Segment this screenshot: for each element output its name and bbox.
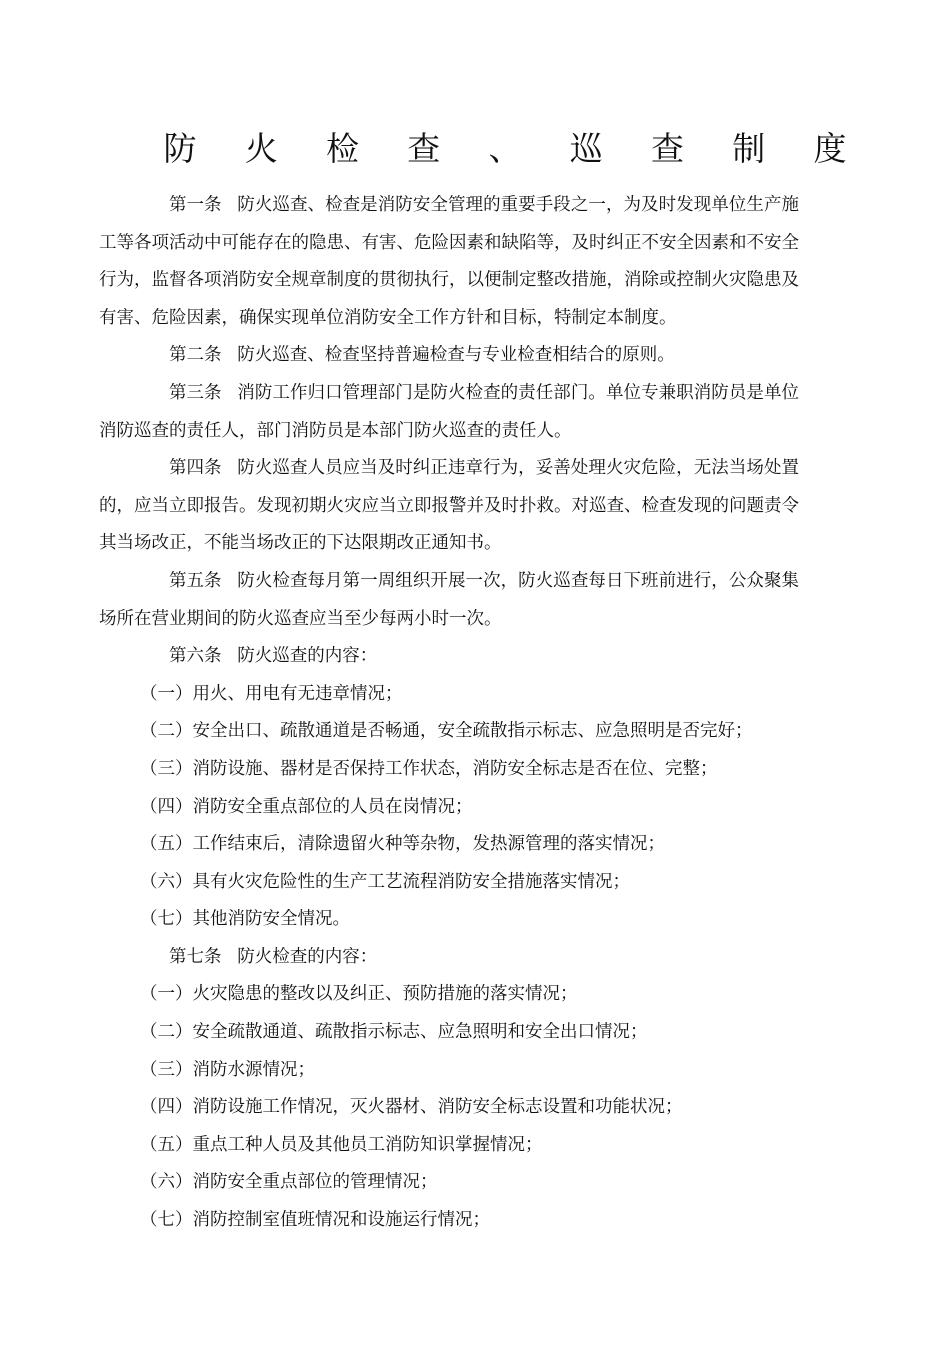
title-char: 火 [244, 129, 278, 168]
list-item: （七）其他消防安全情况。 [140, 909, 350, 930]
title-char: 查 [407, 129, 441, 168]
document-body [99, 187, 799, 1240]
article-text: 防火巡查、检查是消防安全管理的重要手段之一，为及时发现单位生产施工等各项活动中可能存在的隐患、有害、危险因素和缺陷等，及时纠正不安全因素和不安全行为，监督各项消防安全规章制度的贯彻执行，以便制定整改措施，消除或控制火灾隐患及有害、危险因素，确保实现单位消防安全工作方针和目标，特制定本制度。 [99, 195, 799, 328]
article-text: 防火检查的内容： [237, 946, 378, 967]
article-text: 防火巡查人员应当及时纠正违章行为，妥善处理火灾危险，无法当场处置的，应当立即报告。发现初期火灾应当立即报警并及时扑救。对巡查、检查发现的问题责令其当场改正，不能当场改正的下达限期改正通知书。 [99, 458, 799, 554]
list-item: （四）消防安全重点部位的人员在岗情况； [140, 796, 473, 817]
title-char: 、 [488, 129, 522, 168]
list-item: （五）重点工种人员及其他员工消防知识掌握情况； [140, 1134, 543, 1155]
title-char: 检 [326, 129, 359, 168]
article-1 [99, 187, 799, 337]
article-label: 第七条 [169, 946, 222, 967]
article-5 [99, 563, 799, 638]
list-item: （四）消防设施工作情况，灭火器材、消防安全标志设置和功能状况； [140, 1097, 683, 1118]
title-char: 防 [163, 129, 197, 168]
article-label: 第一条 [169, 195, 222, 215]
list-item: （二）安全疏散通道、疏散指示标志、应急照明和安全出口情况； [140, 1022, 648, 1043]
article-text: 防火检查每月第一周组织开展一次，防火巡查每日下班前进行，公众聚集场所在营业期间的防火巡查应当至少每两小时一次。 [99, 570, 799, 629]
list-item: （二）安全出口、疏散通道是否畅通，安全疏散指示标志、应急照明是否完好； [140, 721, 753, 742]
list-item: （五）工作结束后，清除遗留火种等杂物，发热源管理的落实情况； [140, 834, 665, 855]
title-char: 度 [813, 129, 847, 168]
article-6 [99, 638, 799, 676]
article-label: 第五条 [169, 570, 222, 591]
title-char: 巡 [569, 129, 603, 168]
article-2 [99, 337, 799, 375]
list-item: （六）消防安全重点部位的管理情况； [140, 1172, 438, 1193]
article-text: 防火巡查的内容： [237, 646, 378, 667]
list-item: （一）用火、用电有无违章情况； [140, 683, 403, 704]
article-text: 消防工作归口管理部门是防火检查的责任部门。单位专兼职消防员是单位消防巡查的责任人，部门消防员是本部门防火巡查的责任人。 [99, 382, 799, 441]
article-label: 第六条 [169, 646, 222, 667]
article-4 [99, 450, 799, 563]
article-label: 第二条 [169, 345, 222, 366]
article-7 [99, 939, 799, 977]
document-title [160, 124, 850, 174]
list-item: （七）消防控制室值班情况和设施运行情况； [140, 1210, 490, 1231]
list-item: （一）火灾隐患的整改以及纠正、预防措施的落实情况； [140, 984, 578, 1005]
list-item: （三）消防设施、器材是否保持工作状态，消防安全标志是否在位、完整； [140, 758, 718, 779]
article-label: 第四条 [169, 458, 222, 479]
article-label: 第三条 [169, 382, 222, 403]
title-char: 查 [651, 129, 684, 168]
article-text: 防火巡查、检查坚持普遍检查与专业检查相结合的原则。 [237, 345, 675, 366]
article-3 [99, 375, 799, 450]
title-char: 制 [732, 129, 766, 168]
list-item: （六）具有火灾危险性的生产工艺流程消防安全措施落实情况； [140, 871, 630, 892]
list-item: （三）消防水源情况； [140, 1059, 315, 1080]
